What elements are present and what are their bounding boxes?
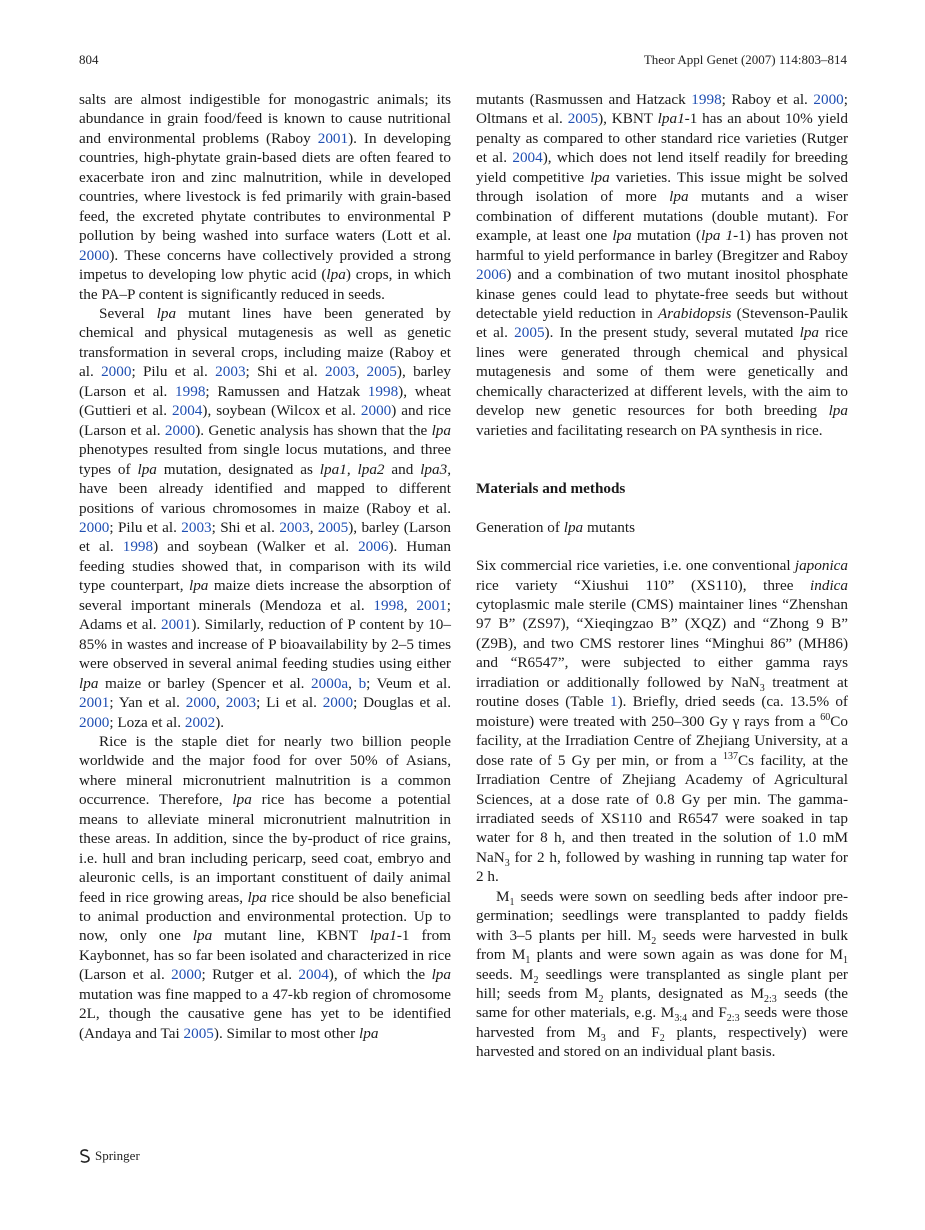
paragraph: $M_1$ seeds were sown on seedling beds after indoor pre-germination; seedlings were transplanted to paddy fields with 3–5 plants per hill. $M_2$ seeds were harvested in bulk from $M_1$ plants and were sown again as was done for $M_1$ seeds. $M_2$ seedlings were transplanted as single plant per hill; seeds from $M_2$ plants, designated as $M_{2:3}$ seeds (the same for other materials, e.g. $M_{3:4}$ and $F_{2:3}$ seeds were those harvested from $M_3$ and $F_2$ plants, respectively) were harvested and stored on an individual plant basis. bbox=[476, 887, 849, 1061]
citation-link[interactable]: 2000 bbox=[79, 246, 110, 264]
citation-link[interactable]: 2000 bbox=[171, 966, 202, 984]
publisher-name: Springer bbox=[95, 1148, 140, 1163]
citation-link[interactable]: 1998 bbox=[367, 382, 399, 400]
citation-link[interactable]: 2006 bbox=[358, 538, 389, 556]
paragraph: Rice is the staple diet for nearly two billion people worldwide and the major food for over 50% of Asians, where mineral micronutrient malnutrition is a common occurrence. Therefore, lpa rice has become a potential means to alleviate mineral micronutrient malnutrition in these areas. In addition, since the by-product of rice grains, i.e. hull and bran including pericarp, seed coat, embryo and aleuronic cells, is an important constituent of daily animal feed in rice growing areas, lpa rice should be also beneficial to animal production and environmental protection. Up to now, only one lpa mutant line, KBNT lpa1-1 from Kaybonnet, has so far been isolated and characterized in rice (Larson et al. 2000; Rutger et al. 2004), of which the lpa mutation was fine mapped to a 47-kb region of chromosome 2L, though the causative gene has yet to be identified (Andaya and Tai 2005). Similar to most other lpa bbox=[79, 732, 451, 1042]
paragraph: mutants (Rasmussen and Hatzack 1998; Raboy et al. 2000; Oltmans et al. 2005), KBNT lpa1-1 has an about 10% yield penalty as compared to other standard rice varieties (Rutger et al. 2004), which does not lend itself readily for breeding yield competitive lpa varieties. This issue might be solved through isolation of more lpa mutants and a wiser combination of different mutations (double mutant). For example, at least one lpa mutation (lpa 1-1) has proven not harmful to yield performance in barley (Bregitzer and Raboy 2006) and a combination of two mutant inositol phosphate kinase genes could lead to phytate-free seeds but without detectable yield reduction in Arabidopsis (Stevenson-Paulik et al. 2005). In the present study, several mutated lpa rice lines were generated through chemical and physical mutagenesis and some of them were genetically and chemically characterized at different levels, with the aim to develop new genetic resources for both breeding lpa varieties and facilitating research on PA synthesis in rice. bbox=[476, 91, 849, 439]
citation-link[interactable]: 2002 bbox=[184, 713, 216, 731]
citation-link[interactable]: 2004 bbox=[512, 149, 543, 167]
citation-link[interactable]: 2001 bbox=[79, 694, 110, 712]
paragraph: salts are almost indigestible for monogastric animals; its abundance in grain food/feed is known to cause nutritional and environmental problems (Raboy 2001). In developing countries, high-phytate grain-based diets are often feared to exacerbate iron and zinc malnutrition, while in developed countries, where livestock is fed primarily with grain-based feed, the excreted phytate contributes to environmental P pollution by being washed into surface waters (Lott et al. 2000). These concerns have collectively provided a strong impetus to developing low phytic acid (lpa) crops, in which the PA–P content is significantly reduced in seeds. bbox=[79, 91, 451, 303]
left-column bbox=[79, 90, 451, 1043]
citation-link[interactable]: 2005 bbox=[567, 110, 599, 128]
citation-link[interactable]: 2001 bbox=[160, 616, 192, 634]
citation-link[interactable]: 1998 bbox=[175, 382, 206, 400]
citation-link[interactable]: 2000 bbox=[360, 402, 392, 420]
citation-link[interactable]: 2000 bbox=[79, 713, 110, 731]
citation-link[interactable]: 2000 bbox=[322, 694, 354, 712]
paragraph: Six commercial rice varieties, i.e. one conventional japonica rice variety “Xiushui 110” (XS110), three indica cytoplasmic male sterile (CMS) maintainer lines “Zhenshan 97 B” (ZS97), “Xieqingzao B” (XQZ) and “Zhong 9 B” (Z9B), and two CMS restorer lines “Minghui 86” (MH86) and “R6547”, were subjected to either gamma rays irradiation or additionally followed by NaN$_3$ treatment at routine doses (Table 1). Briefly, dried seeds (ca. 13.5% of moisture) were treated with 250–300 Gy γ rays from a $^{60}$Co facility, at the Irradiation Centre of Zhejiang University, at a dose rate of 5 Gy per min, or from a $^{137}$Cs facility, at the Irradiation Centre of Zhejiang Academy of Agricultural Sciences, at a dose rate of 0.8 Gy per min. The gamma-irradiated seeds of XS110 and R6547 were soaked in tap water for 8 h, and then treated in the solution of 1.0 mM NaN$_3$ for 2 h, followed by washing in running tap water for 2 h. bbox=[476, 557, 848, 886]
footer bbox=[79, 1148, 140, 1164]
citation-link[interactable]: 2005 bbox=[514, 324, 545, 342]
citation-link[interactable]: 2000 bbox=[164, 421, 196, 439]
citation-link[interactable]: 2003 bbox=[279, 518, 310, 536]
citation-link[interactable]: 2006 bbox=[476, 266, 507, 284]
citation-link[interactable]: 2005 bbox=[317, 518, 349, 536]
citation-link[interactable]: 1998 bbox=[122, 538, 154, 556]
springer-logo-icon bbox=[79, 1149, 91, 1163]
page-number: 804 bbox=[79, 52, 99, 67]
citation-link[interactable]: 2005 bbox=[183, 1024, 214, 1042]
citation-link[interactable]: 2005 bbox=[366, 363, 397, 381]
subsection-heading: Generation of lpa mutants bbox=[476, 518, 636, 536]
running-header-citation: Theor Appl Genet (2007) 114:803–814 bbox=[643, 52, 847, 67]
citation-link[interactable]: 2000a bbox=[311, 674, 349, 692]
citation-link[interactable]: 2000 bbox=[79, 518, 110, 536]
citation-link[interactable]: b bbox=[358, 674, 367, 692]
citation-link[interactable]: 2001 bbox=[416, 596, 447, 614]
citation-link[interactable]: 2003 bbox=[181, 518, 212, 536]
citation-link[interactable]: 2000 bbox=[185, 694, 217, 712]
table-link[interactable]: 1 bbox=[610, 693, 618, 711]
citation-link[interactable]: 2003 bbox=[225, 694, 257, 712]
citation-link[interactable]: 2003 bbox=[215, 363, 246, 381]
citation-link[interactable]: 2004 bbox=[298, 966, 329, 984]
citation-link[interactable]: 2000 bbox=[813, 91, 844, 108]
citation-link[interactable]: 2004 bbox=[172, 402, 203, 420]
citation-link[interactable]: 1998 bbox=[691, 91, 722, 108]
citation-link[interactable]: 2003 bbox=[325, 363, 356, 381]
paragraph: Several lpa mutant lines have been generated by chemical and physical mutagenesis as well as genetic transformation in several crops, including maize (Raboy et al. 2000; Pilu et al. 2003; Shi et al. 2003, 2005), barley (Larson et al. 1998; Ramussen and Hatzak 1998), wheat (Guttieri et al. 2004), soybean (Wilcox et al. 2000) and rice (Larson et al. 2000). Genetic analysis has shown that the lpa phenotypes resulted from single locus mutations, and three types of lpa mutation, designated as lpa1, lpa2 and lpa3, have been already identified and mapped to different positions of various chromosomes in maize (Raboy et al. 2000; Pilu et al. 2003; Shi et al. 2003, 2005), barley (Larson et al. 1998) and soybean (Walker et al. 2006). Human feeding studies showed that, in comparison with its wild type counterpart, lpa maize diets increase the absorption of several important minerals (Mendoza et al. 1998, 2001; Adams et al. 2001). Similarly, reduction of P content by 10–85% in wastes and increase of P bioavailability by 2–5 times were observed in several animal feeding studies using either lpa maize or barley (Spencer et al. 2000a, b; Veum et al. 2001; Yan et al. 2000, 2003; Li et al. 2000; Douglas et al. 2000; Loza et al. 2002). bbox=[79, 304, 452, 731]
citation-link[interactable]: 1998 bbox=[373, 596, 404, 614]
section-heading: Materials and methods bbox=[476, 480, 626, 498]
citation-link[interactable]: 2001 bbox=[317, 129, 349, 147]
citation-link[interactable]: 2000 bbox=[101, 363, 132, 381]
right-column bbox=[476, 90, 848, 1062]
